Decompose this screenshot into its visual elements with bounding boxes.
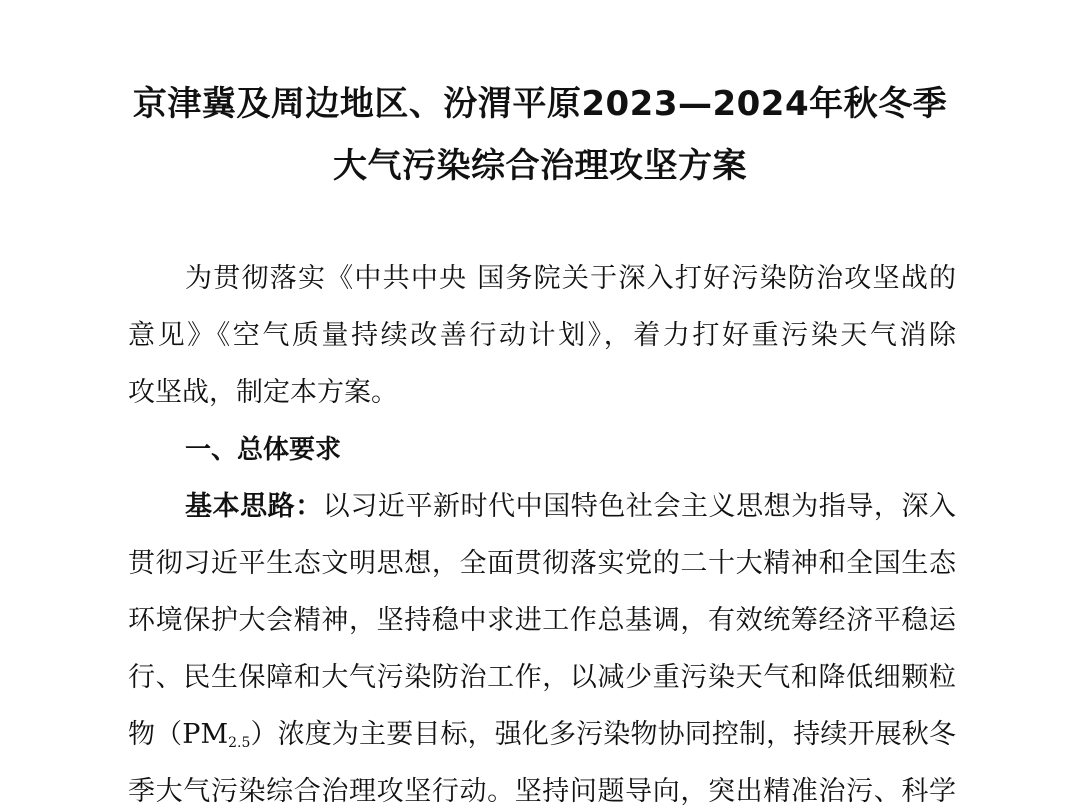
basic-idea-line-2: 贯彻习近平生态文明思想，全面贯彻落实党的二十大精神和全国生态: [128, 548, 956, 579]
basic-idea-line-4: 行、民生保障和大气污染防治工作，以减少重污染天气和降低细颗粒: [128, 662, 956, 693]
document-title-line-2: 大气污染综合治理攻坚方案: [333, 146, 747, 186]
basic-idea-label: 基本思路：: [185, 491, 323, 522]
intro-paragraph-line-2: 意见》《空气质量持续改善行动计划》，着力打好重污染天气消除: [128, 320, 956, 351]
intro-paragraph-line-3: 攻坚战，制定本方案。: [128, 377, 398, 408]
basic-idea-line-3: 环境保护大会精神，坚持稳中求进工作总基调，有效统筹经济平稳运: [128, 605, 956, 636]
document-title-line-1: 京津冀及周边地区、汾渭平原2023—2024年秋冬季: [132, 84, 948, 124]
basic-idea-line-6: 季大气污染综合治理攻坚行动。坚持问题导向，突出精准治污、科学: [128, 776, 956, 807]
basic-idea-line-1: [185, 487, 956, 527]
intro-paragraph-line-1: 为贯彻落实《中共中央 国务院关于深入打好污染防治攻坚战的: [185, 263, 956, 294]
basic-idea-line-5: [128, 715, 956, 763]
pm-subscript: 2.5: [228, 735, 251, 751]
basic-idea-text: 以习近平新时代中国特色社会主义思想为指导，深入: [322, 491, 956, 522]
pm-suffix: ）浓度为主要目标，强化多污染物协同控制，持续开展秋冬: [250, 719, 956, 750]
section-heading-general-requirements: 一、总体要求: [185, 435, 342, 465]
pm-prefix: 物（PM: [128, 719, 229, 750]
